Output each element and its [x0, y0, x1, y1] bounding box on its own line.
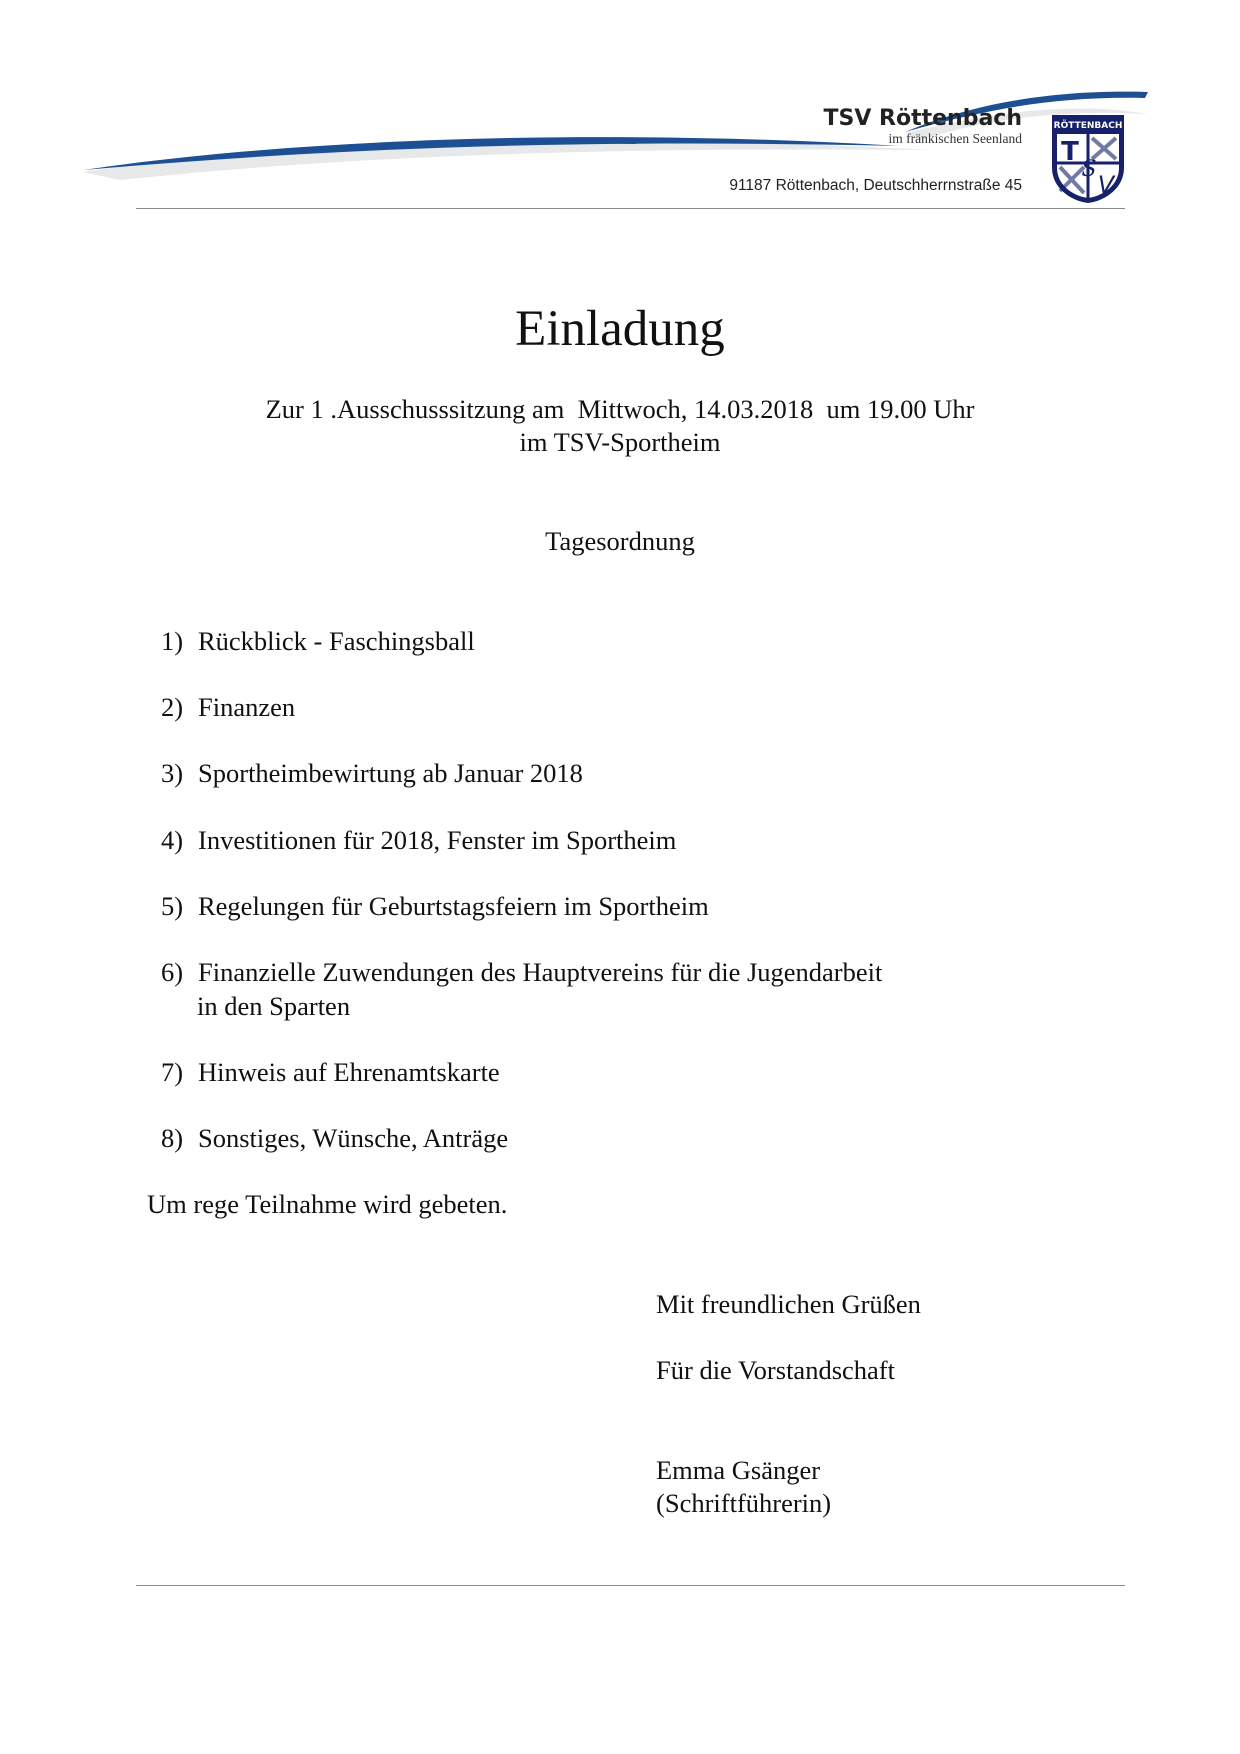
agenda-item-num: 4) [161, 825, 184, 855]
club-subtitle: im fränkischen Seenland [888, 131, 1022, 146]
agenda-item-text: Sportheimbewirtung ab Januar 2018 [198, 758, 583, 788]
club-name: TSV Röttenbach [823, 106, 1022, 131]
agenda-item-text: Hinweis auf Ehrenamtskarte [198, 1057, 500, 1087]
agenda-item-num: 6) [161, 957, 184, 987]
closing-note: Um rege Teilnahme wird gebeten. [147, 1189, 508, 1219]
greeting: Mit freundlichen Grüßen [656, 1289, 921, 1319]
agenda-item-num: 7) [161, 1057, 184, 1087]
agenda-item-num: 8) [161, 1123, 184, 1153]
meeting-info: Zur 1 .Ausschusssitzung am Mittwoch, 14.03.2018 um 19.00 Uhr [265, 394, 975, 424]
page-title: Einladung [515, 301, 725, 357]
agenda-item-text: Sonstiges, Wünsche, Anträge [198, 1123, 509, 1153]
agenda-item-text: Investitionen für 2018, Fenster im Sportheim [198, 825, 677, 855]
agenda-item-text: Rückblick - Faschingsball [198, 626, 475, 656]
club-address: 91187 Röttenbach, Deutschherrnstraße 45 [729, 177, 1022, 194]
svg-text:V: V [1097, 171, 1115, 199]
svg-text:S: S [1081, 157, 1097, 182]
header-divider [136, 208, 1125, 209]
meeting-location: im TSV-Sportheim [519, 427, 721, 457]
signer-role: (Schriftführerin) [656, 1488, 832, 1518]
svg-text:RÖTTENBACH: RÖTTENBACH [1053, 121, 1123, 131]
on-behalf: Für die Vorstandschaft [656, 1355, 895, 1385]
agenda-item-num: 2) [161, 692, 184, 722]
agenda-item-num: 1) [161, 626, 184, 656]
agenda-item-text: Finanzielle Zuwendungen des Hauptvereins für die Jugendarbeit [198, 957, 883, 987]
agenda-item-text-cont: in den Sparten [197, 991, 351, 1021]
agenda-item-text: Finanzen [198, 692, 296, 722]
agenda-item-num: 3) [161, 758, 184, 788]
agenda-heading: Tagesordnung [545, 526, 695, 556]
signer-name: Emma Gsänger [656, 1455, 821, 1485]
footer-divider [136, 1585, 1125, 1586]
club-logo [1050, 113, 1126, 205]
svg-text:T: T [1061, 137, 1079, 167]
agenda-item-num: 5) [161, 891, 184, 921]
agenda-item-text: Regelungen für Geburtstagsfeiern im Sportheim [198, 891, 709, 921]
